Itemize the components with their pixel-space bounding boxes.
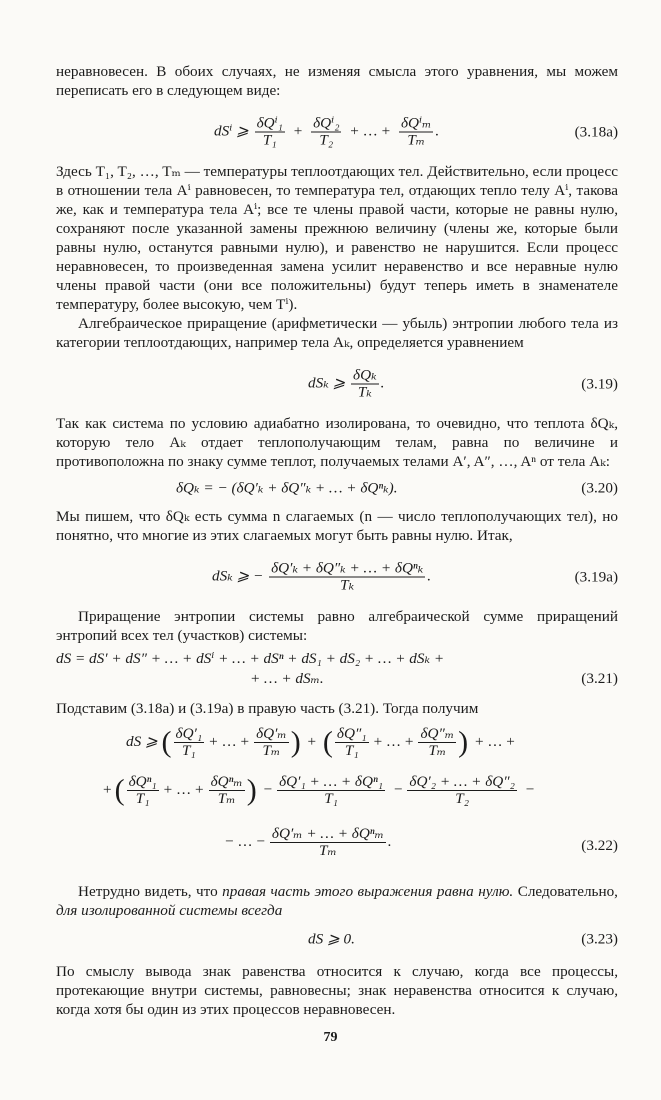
paragraph: Здесь T₁, T₂, …, Tₘ — температуры теплоотдающих тел. Действительно, если процесс в отношении тела Aⁱ равновесен, то температура тел, отдающих тепло телу Aⁱ, такова же, как и температура тела Aⁱ; все те члены правой части, которые не равны нулю, сохраняют после указанной замены прежнюю величину (члены же, которые были равны нулю, останутся равными нулю), и равенство не нарушится. Если процесс неравновесен, то произведенная замена усилит неравенство и все неравные нулю члены правой части (они все положительны) будут теперь иметь в знаменателе температуру, более высокую, чем Tⁱ). bbox=[56, 163, 618, 313]
fraction: $\frac{\text{δQⁱ₂}}{\text{T₂}}$ bbox=[313, 114, 340, 149]
paragraph: Подставим (3.18а) и (3.19а) в правую часть (3.21). Тогда получим bbox=[56, 700, 479, 717]
equation-3-22: dS ⩾ ( $\frac{\text{δQ′₁}}{\text{T₁}}$ + … + $\frac{\text{δQ′ₘ}}{\text{Tₘ}}$ ) + ( $\frac{\text{δQ″₁}}{\text{T₁}}$ + … + $\frac{\text{δQ″ₘ}}{\text{Tₘ}}$ ) + … + + ( $\frac{\text{δQⁿ₁}}{\text{T₁}}$ + … + $\frac{\text{δQⁿₘ}}{\text{Tₘ}}$ ) − $\frac{\text{δQ′₁ + … + δQⁿ₁}}{\text{T₁}}$ − $\frac{\text{δQ′₂ + … + δQ″₂}}{\text{T₂}}$ − − … − $\frac{\text{δQ′ₘ + … + δQⁿₘ}}{\text{Tₘ}}$ . (3.22) bbox=[103, 725, 618, 859]
equation-3-18a: dSⁱ ⩾ $\frac{\text{δQⁱ₁}}{\text{T₁}}$ + $\frac{\text{δQⁱ₂}}{\text{T₂}}$ + … + $\frac{\text{δQⁱₘ}}{\text{Tₘ}}$ . (3.18а) bbox=[214, 114, 618, 149]
fraction: $\frac{\text{δQⁱ₁}}{\text{T₁}}$ bbox=[256, 114, 283, 149]
eq-lhs: dSⁱ ⩾ bbox=[214, 122, 249, 140]
paragraph: По смыслу вывода знак равенства относится к случаю, когда все процессы, протекающие внутри системы, равновесны; знак неравенства относится к случаю, когда хотя бы один из этих процессов неравновесен. bbox=[56, 963, 618, 1018]
equation-3-19a: dSₖ ⩾ − $\frac{\text{δQ′ₖ + δQ″ₖ + … + δQⁿₖ}}{\text{Tₖ}}$ . (3.19а) bbox=[212, 559, 618, 594]
paragraph: Мы пишем, что δQₖ есть сумма n слагаемых (n — число теплополучающих тел), но понятно, что многие из этих слагаемых могут быть равны нулю. Итак, bbox=[56, 508, 618, 544]
fraction: $\frac{\text{δQ′ₖ + δQ″ₖ + … + δQⁿₖ}}{\text{Tₖ}}$ bbox=[271, 559, 424, 594]
page-number: 79 bbox=[323, 1030, 338, 1045]
equation-3-23: dS ⩾ 0. (3.23) bbox=[308, 930, 618, 948]
paragraph: неравновесен. В обоих случаях, не изменяя смысла этого уравнения, мы можем переписать его в следующем виде: bbox=[56, 63, 618, 99]
equation-number: (3.20) bbox=[581, 479, 618, 497]
fraction: $\frac{\text{δQⁱₘ}}{\text{Tₘ}}$ bbox=[401, 114, 432, 149]
equation-number: (3.22) bbox=[581, 837, 618, 854]
paragraph: Нетрудно видеть, что правая часть этого выражения равна нулю. Следовательно, для изолированной системы всегда bbox=[56, 883, 618, 919]
paragraph: Приращение энтропии системы равно алгебраической сумме приращений энтропий всех тел (участков) системы: bbox=[56, 608, 618, 644]
equation-3-20: δQₖ = − (δQ′ₖ + δQ″ₖ + … + δQⁿₖ). (3.20) bbox=[176, 479, 618, 497]
paragraph: Алгебраическое приращение (арифметически — убыль) энтропии любого тела из категории теплоотдающих, например тела Aₖ, определяется уравнением bbox=[56, 315, 618, 351]
equation-number: (3.23) bbox=[581, 930, 618, 948]
paragraph: Так как система по условию адиабатно изолирована, то очевидно, что теплота δQₖ, которую тело Aₖ отдает теплополучающим телам, равна по величине и противоположна по знаку сумме теплот, получаемых телами A′, A″, …, Aⁿ от тела Aₖ: bbox=[56, 415, 618, 470]
equation-3-19: dSₖ ⩾ $\frac{\text{δQₖ}}{\text{Tₖ}}$ . (3.19) bbox=[308, 366, 618, 401]
equation-3-21: dS = dS′ + dS″ + … + dSⁱ + … + dSⁿ + dS₁ + dS₂ + … + dSₖ + + … + dSₘ. (3.21) bbox=[56, 650, 618, 687]
equation-number: (3.21) bbox=[581, 670, 618, 687]
equation-number: (3.19) bbox=[581, 375, 618, 393]
fraction: $\frac{\text{δQₖ}}{\text{Tₖ}}$ bbox=[353, 366, 377, 401]
page-body bbox=[56, 62, 618, 1019]
equation-number: (3.18а) bbox=[574, 123, 618, 141]
equation-number: (3.19а) bbox=[574, 568, 618, 586]
